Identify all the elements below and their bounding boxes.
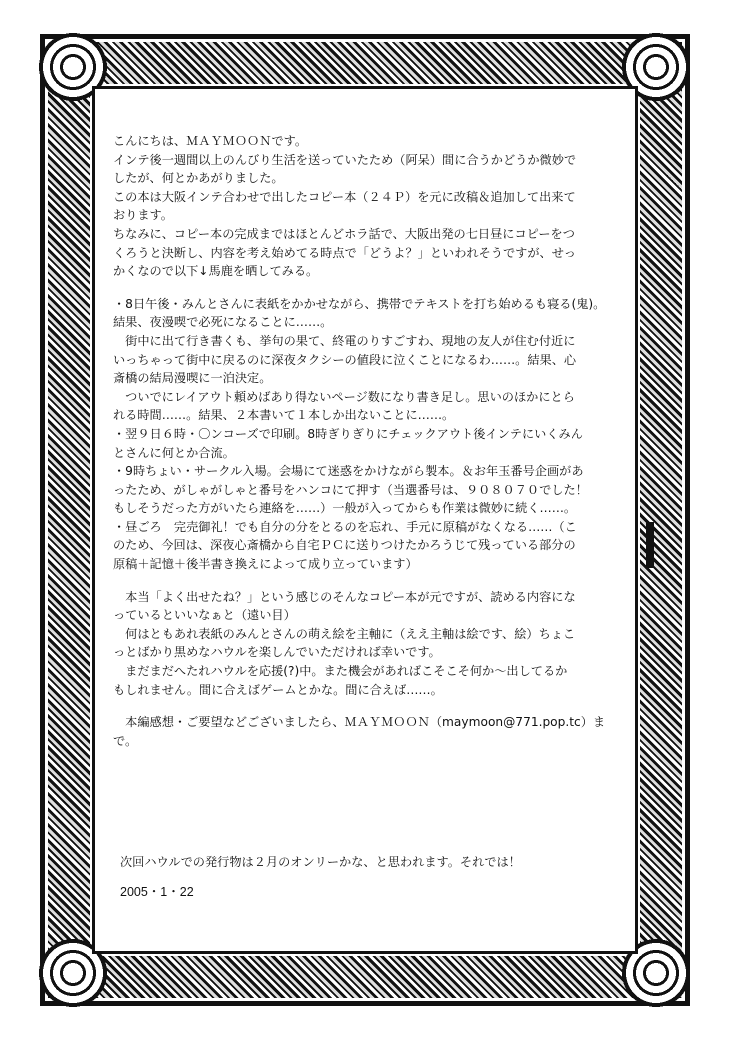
side-mark bbox=[646, 522, 654, 568]
paragraph-contact bbox=[113, 713, 618, 750]
text-line: インテ後一週間以上のんびり生活を送っていたため（阿呆）間に合うかどうか微妙で bbox=[113, 152, 577, 167]
text-line: ・翌９日６時・〇ンコーズで印刷。8時ぎりぎりにチェックアウト後インテにいくみん bbox=[113, 426, 583, 441]
text-line: おります。 bbox=[113, 208, 173, 223]
paragraph-timeline bbox=[113, 295, 618, 574]
text-line: ちなみに、コピー本の完成まではほとんどホラ話で、大阪出発の七日昼にコピーをつ bbox=[113, 226, 575, 241]
text-line: 街中に出て行き書くも、挙句の果て、終電のりすごすわ、現地の友人が住む付近に bbox=[113, 333, 576, 348]
text-line: とさんに何とか合流。 bbox=[113, 445, 235, 460]
text-line: 原稿＋記憶＋後半書き換えによって成り立っています） bbox=[113, 557, 418, 572]
text-line: したが、何とかあがりました。 bbox=[113, 171, 284, 186]
text-line: もしれません。間に合えばゲームとかな。間に合えば……。 bbox=[113, 682, 443, 697]
text-line: 斎橋の結局漫喫に一泊決定。 bbox=[113, 371, 272, 386]
text-line: ・9時ちょい・サークル入場。会場にて迷惑をかけながら製本。＆お年玉番号企画があ bbox=[113, 464, 584, 479]
text-line: 本当「よく出せたね？」という感じのそんなコピー本が元ですが、読める内容にな bbox=[113, 589, 576, 604]
text-line: かくなので以下↓馬鹿を晒してみる。 bbox=[113, 264, 319, 279]
text-line: 本編感想・ご要望などございましたら、ＭＡＹＭＯＯＮ（maymoon@771.pop.tc）ま bbox=[113, 715, 606, 730]
text-line: この本は大阪インテ合わせで出したコピー本（２４Ｐ）を元に改稿＆追加して出来て bbox=[113, 189, 576, 204]
text-line: ・昼ごろ 完売御礼！でも自分の分をとるのを忘れ、手元に原稿がなくなる……（こ bbox=[113, 519, 577, 534]
text-line: ・8日午後・みんとさんに表紙をかかせながら、携帯でテキストを打ち始めるも寝る(鬼)。 bbox=[113, 296, 606, 311]
spacer bbox=[113, 699, 618, 713]
text-line: いっちゃって街中に戻るのに深夜タクシーの値段に泣くことになるわ……。結果、心 bbox=[113, 352, 577, 367]
text-line: っているといいなぁと（遠い目） bbox=[113, 608, 296, 623]
text-line: で。 bbox=[113, 733, 138, 748]
text-line: もしそうだった方がいたら連絡を……）一般が入ってからも作業は微妙に続く……。 bbox=[113, 501, 577, 516]
text-line: くろうと決断し、内容を考え始めてる時点で「どうよ？」といわれそうですが、せっ bbox=[113, 245, 576, 260]
text-line: ったため、がしゃがしゃと番号をハンコにて押す（当選番号は、９０８０７０でした！ bbox=[113, 482, 588, 497]
text-line: れる時間……。結果、２本書いて１本しか出ないことに……。 bbox=[113, 408, 455, 423]
paragraph-greeting bbox=[113, 132, 618, 281]
text-line: こんにちは、ＭＡＹＭＯＯＮです。 bbox=[113, 134, 308, 148]
closing-note: 次回ハウルでの発行物は２月のオンリーかな、と思われます。それでは！ bbox=[120, 855, 521, 869]
text-line: 結果、夜漫喫で必死になることに……。 bbox=[113, 315, 333, 330]
afterword-body bbox=[113, 132, 618, 750]
spacer bbox=[113, 281, 618, 295]
text-line: 何はともあれ表紙のみんとさんの萌え絵を主軸に（ええ主軸は絵です、絵）ちょこ bbox=[113, 626, 576, 641]
text-line: ついでにレイアウト頼めばあり得ないページ数になり書き足し。思いのほかにとら bbox=[113, 389, 575, 404]
text-line: まだまだへたれハウルを応援(?)中。また機会があればこそこそ何か～出してるか bbox=[113, 664, 568, 679]
paragraph-thanks bbox=[113, 588, 618, 700]
spacer bbox=[113, 574, 618, 588]
text-line: のため、今回は、深夜心斎橋から自宅ＰＣに送りつけたかろうじて残っている部分の bbox=[113, 538, 576, 553]
date-line: 2005・1・22 bbox=[120, 885, 194, 899]
text-line: っとばかり黒めなハウルを楽しんでいただければ幸いです。 bbox=[113, 645, 441, 660]
